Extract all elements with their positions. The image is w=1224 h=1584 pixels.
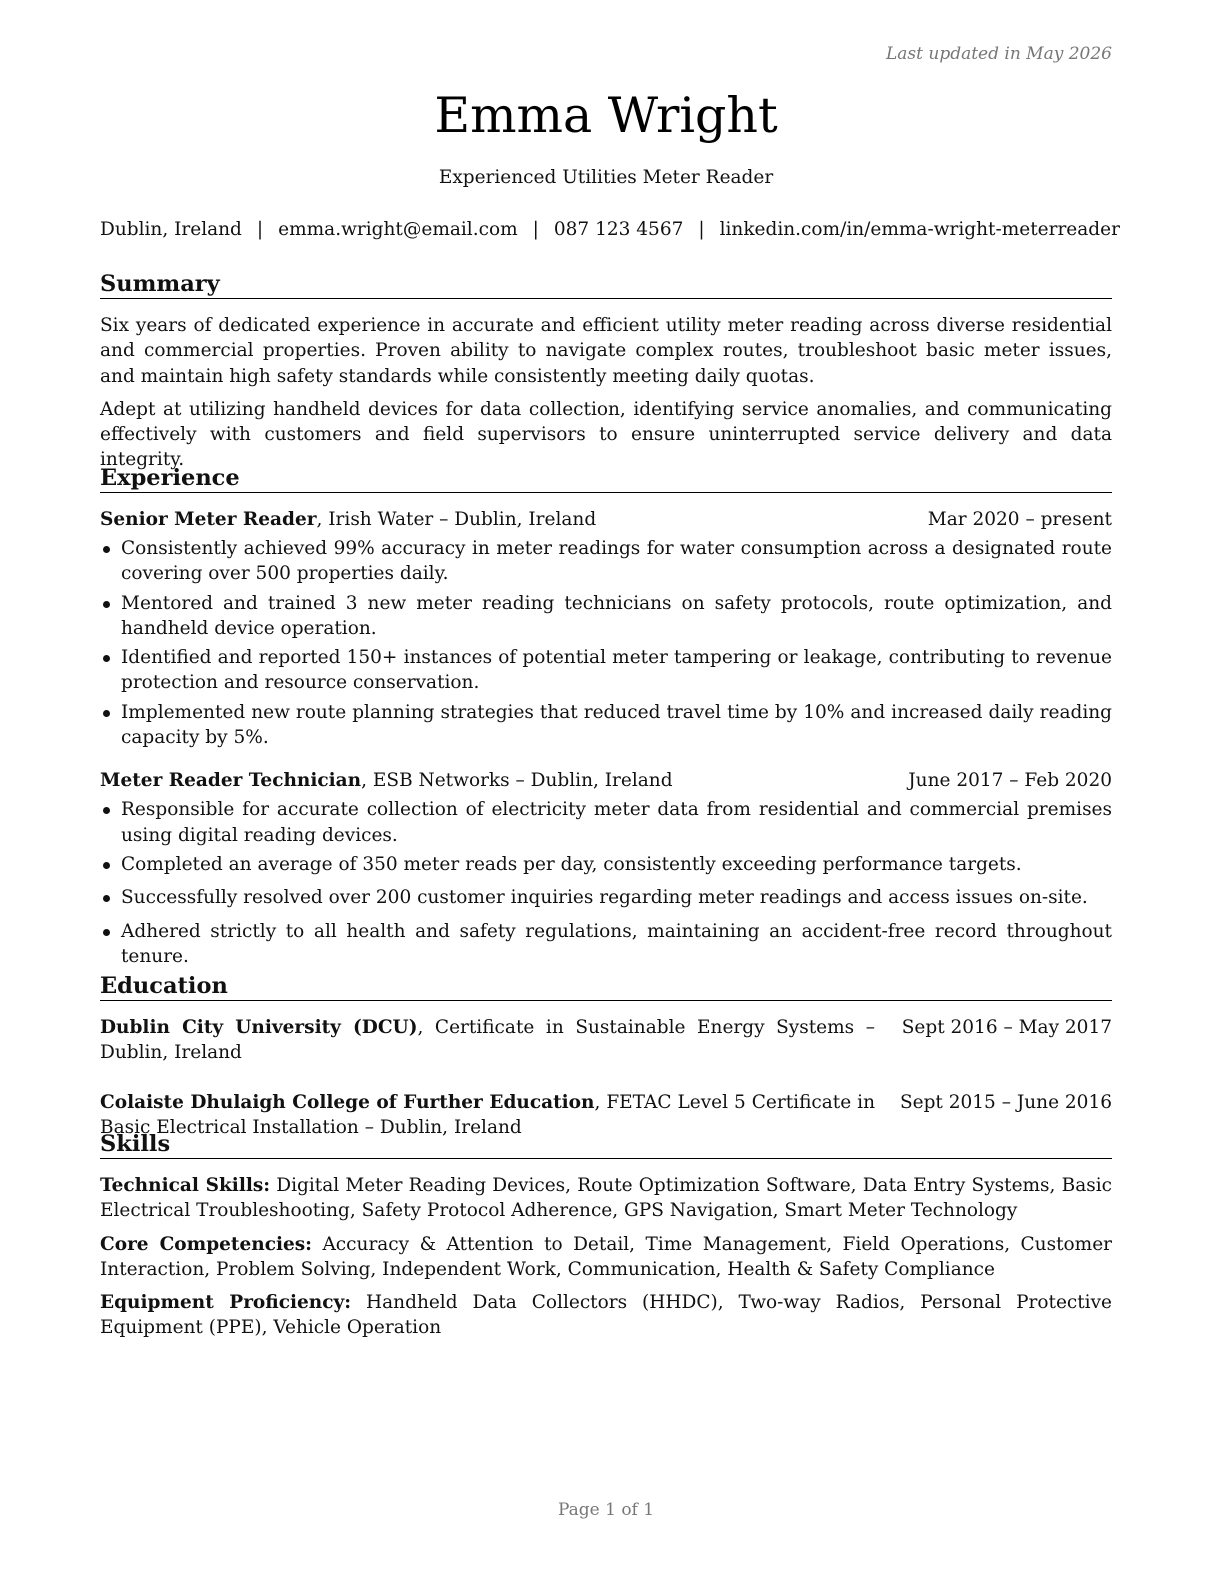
school-name: Dublin City University (DCU) — [100, 1017, 418, 1038]
contact-linkedin[interactable]: linkedin.com/in/emma-wright-meterreader — [719, 219, 1120, 240]
summary-section — [100, 271, 1112, 481]
resume-page — [100, 0, 1120, 1584]
job-entry — [100, 768, 1112, 969]
last-updated: Last updated in May 2026 — [885, 44, 1112, 64]
education-section — [100, 973, 1112, 1140]
skill-label: Equipment Proficiency: — [100, 1292, 352, 1314]
skill-group — [100, 1232, 1112, 1283]
job-header — [100, 768, 1112, 793]
skill-value: Digital Meter Reading Devices, Route Optimization Software, Data Entry Systems, Basic Electrical Troubleshooting, Safety Protocol Adherence, GPS Navigation, Smart Meter Technology — [100, 1175, 1112, 1222]
section-heading-skills: Skills — [100, 1131, 1112, 1159]
bullet-item: Implemented new route planning strategies that reduced travel time by 10% and increased daily reading capacity by 5%. — [100, 700, 1112, 751]
education-entry — [100, 1015, 1112, 1066]
page-footer: Page 1 of 1 — [557, 1500, 655, 1520]
job-header — [100, 507, 1112, 532]
education-detail: , FETAC Level 5 Certificate in Basic Electrical Installation – Dublin, Ireland — [100, 1091, 875, 1138]
contact-separator: | — [256, 219, 264, 240]
summary-paragraph: Adept at utilizing handheld devices for data collection, identifying service anomalies, and communicating effectively with customers and field supervisors to ensure uninterrupted service delivery and data integrity. — [100, 398, 1112, 471]
contact-line — [100, 219, 1120, 240]
contact-separator: | — [532, 219, 539, 240]
school-name: Colaiste Dhulaigh College of Further Education — [100, 1091, 595, 1113]
bullet-item: Mentored and trained 3 new meter reading technicians on safety protocols, route optimization, and handheld device operation. — [100, 591, 1112, 642]
skills-section — [100, 1131, 1112, 1349]
candidate-name: Emma Wright — [434, 87, 778, 144]
skill-group — [100, 1173, 1112, 1224]
education-dates: Sept 2016 – May 2017 — [901, 1017, 1112, 1038]
bullet-item: Adhered strictly to all health and safety regulations, maintaining an accident-free record throughout tenure. — [100, 919, 1112, 970]
bullet-item: Consistently achieved 99% accuracy in meter readings for water consumption across a designated route covering over 500 properties daily. — [100, 536, 1112, 587]
skill-group — [100, 1290, 1112, 1341]
bullet-item: Completed an average of 350 meter reads per day, consistently exceeding performance targets. — [100, 852, 1112, 877]
headline: Experienced Utilities Meter Reader — [438, 167, 774, 188]
bullet-item: Identified and reported 150+ instances of potential meter tampering or leakage, contributing to revenue protection and resource conservation. — [100, 645, 1112, 696]
section-heading-experience: Experience — [100, 465, 1112, 493]
job-org: , Irish Water – Dublin, Ireland — [316, 509, 597, 530]
section-heading-education: Education — [100, 973, 1112, 1001]
contact-email[interactable]: emma.wright@email.com — [278, 219, 518, 240]
job-bullets — [100, 536, 1112, 750]
contact-phone: 087 123 4567 — [553, 219, 684, 240]
skill-value: Handheld Data Collectors (HHDC), Two-way Radios, Personal Protective Equipment (PPE), Vehicle Operation — [100, 1292, 1112, 1339]
contact-location: Dublin, Ireland — [100, 219, 242, 240]
job-entry — [100, 507, 1112, 750]
job-bullets — [100, 797, 1112, 969]
section-heading-summary: Summary — [100, 271, 1112, 299]
skill-value: Accuracy & Attention to Detail, Time Management, Field Operations, Customer Interaction, Problem Solving, Independent Work, Communication, Health & Safety Compliance — [100, 1233, 1112, 1280]
summary-paragraph: Six years of dedicated experience in accurate and efficient utility meter reading across diverse residential and commercial properties. Proven ability to navigate complex routes, troubleshoot basic meter issues, and maintain high safety standards while consistently meeting daily quotas. — [100, 315, 1112, 387]
skill-label: Core Competencies: — [100, 1233, 312, 1255]
job-role: Meter Reader Technician — [100, 770, 362, 792]
bullet-item: Successfully resolved over 200 customer inquiries regarding meter readings and access issues on-site. — [100, 885, 1112, 910]
education-dates: Sept 2015 – June 2016 — [899, 1091, 1112, 1113]
experience-section — [100, 465, 1112, 973]
contact-separator: | — [698, 219, 705, 240]
job-org: , ESB Networks – Dublin, Ireland — [361, 770, 673, 792]
education-detail: , Certificate in Sustainable Energy Systems – Dublin, Ireland — [100, 1017, 875, 1064]
bullet-item: Responsible for accurate collection of electricity meter data from residential and commercial premises using digital reading devices. — [100, 797, 1112, 848]
job-dates: June 2017 – Feb 2020 — [908, 770, 1112, 792]
job-role: Senior Meter Reader — [100, 509, 317, 530]
skill-label: Technical Skills: — [100, 1175, 271, 1196]
job-dates: Mar 2020 – present — [927, 509, 1112, 530]
